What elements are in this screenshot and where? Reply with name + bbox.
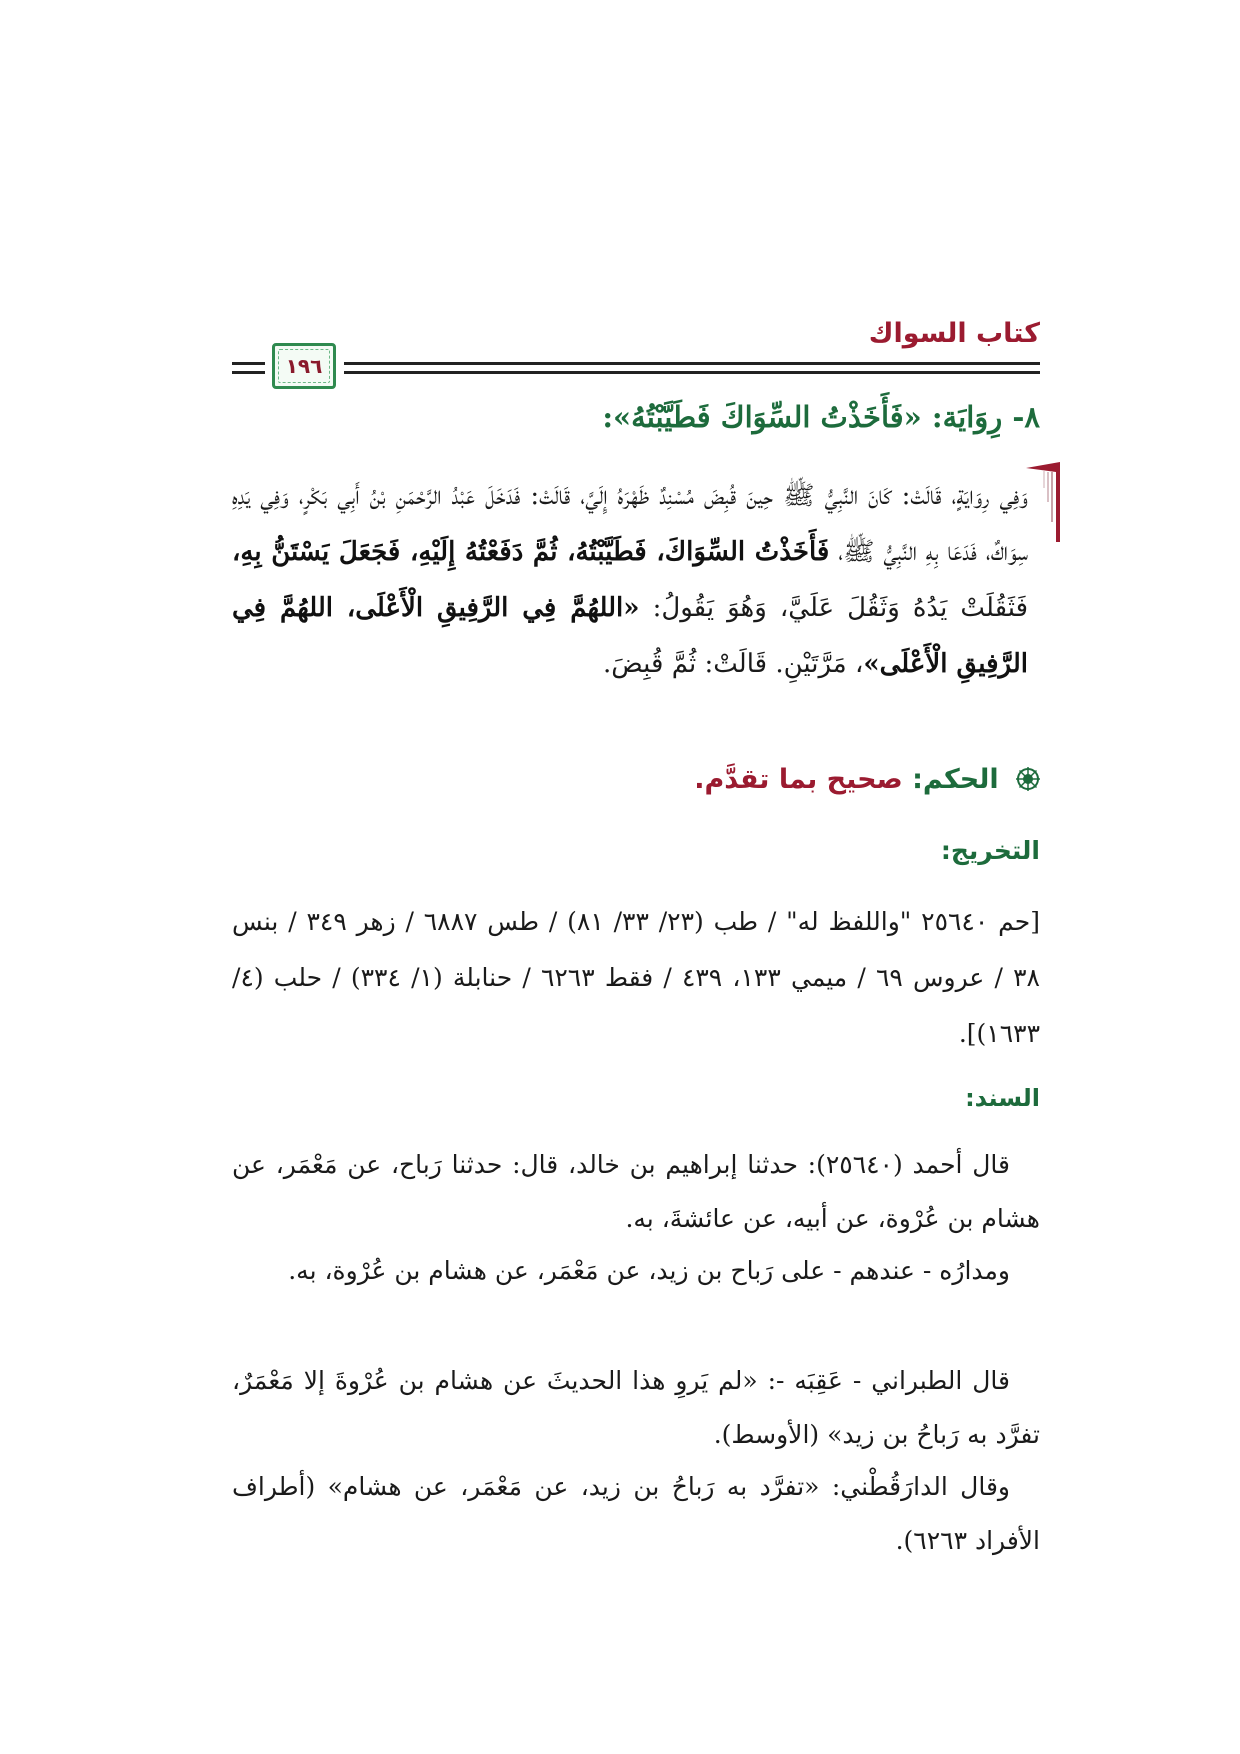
- corner-ornament-icon: [1026, 462, 1060, 542]
- hadith-text: [232, 468, 1028, 692]
- sanad-heading: السند:: [965, 1084, 1040, 1112]
- page-number-badge: [272, 343, 336, 389]
- hadith-text-end: ، مَرَّتَيْنِ. قَالَتْ: ثُمَّ قُبِضَ.: [603, 649, 864, 679]
- page-number: ١٩٦: [285, 354, 323, 378]
- sanad-paragraph: وقال الدارَقُطْني: «تفرَّد به رَباحُ بن زيد، عن مَعْمَر، عن هشام» (أطراف الأفراد ٦٢٦٣).: [232, 1472, 1040, 1555]
- hadith-prophet-quote: «اللهُمَّ فِي الرَّفِيقِ الْأَعْلَى، اللهُمَّ فِي الرَّفِيقِ الْأَعْلَى»: [232, 593, 1028, 679]
- sanad-paragraph: ومدارُه - عندهم - على رَباح بن زيد، عن مَعْمَر، عن هشام بن عُرْوة، به.: [288, 1256, 1010, 1285]
- header-rule: [344, 362, 1040, 365]
- hadith-text-bold: فَأَخَذْتُ السِّوَاكَ، فَطَيَّبْتُهُ، ثُمَّ دَفَعْتُهُ إِلَيْهِ، فَجَعَلَ يَسْتَنُّ بِهِ،: [232, 537, 830, 567]
- header-rule: [344, 371, 1040, 374]
- book-title: كتاب السواك: [868, 318, 1040, 349]
- section-heading: ٨- رِوَايَة: «فَأَخَذْتُ السِّوَاكَ فَطَيَّبْتُهُ»:: [602, 400, 1040, 434]
- sanad-paragraph: قال الطبراني - عَقِبَه -: «لم يَروِ هذا الحديثَ عن هشام بن عُرْوةَ إلا مَعْمَرٌ، تفرَّد به رَباحُ بن زيد» (الأوسط).: [232, 1366, 1040, 1449]
- takhrij-text: [حم ٢٥٦٤٠ "واللفظ له" / طب (٢٣/ ٣٣/ ٨١) / طس ٦٨٨٧ / زهر ٣٤٩ / بنس ٣٨ / عروس ٦٩ / ميمي ١٣٣، ٤٣٩ / فقط ٦٢٦٣ / حنابلة (١/ ٣٣٤) / حلب (٤/ ١٦٣٣)].: [232, 907, 1040, 1048]
- hadith-text-intro: وَفِي رِوَايَةٍ، قَالَتْ: كَانَ النَّبِيُّ ﷺ حِينَ قُبِضَ مُسْنِدٌ ظَهْرَهُ إِلَيَّ، قَالَتْ: فَدَخَلَ عَبْدُ الرَّحْمَنِ بْنُ أَبِي بَكْرٍ، وَفِي يَدِهِ سِوَاكٌ، فَدَعَا بِهِ النَّبِيُّ ﷺ،: [232, 481, 1028, 567]
- ruling-line: [232, 764, 1040, 795]
- sanad-paragraph: قال أحمد (٢٥٦٤٠): حدثنا إبراهيم بن خالد، قال: حدثنا رَباح، عن مَعْمَر، عن هشام بن عُرْوة، عن أبيه، عن عائشةَ، به.: [232, 1150, 1040, 1233]
- takhrij-heading: التخريج:: [940, 836, 1040, 865]
- hadith-block: [232, 468, 1040, 748]
- hadith-text-mid: فَثَقُلَتْ يَدُهُ وَثَقُلَ عَلَيَّ، وَهُوَ يَقُولُ:: [639, 593, 1028, 623]
- header-rule: [232, 362, 265, 365]
- page-header: [232, 318, 1040, 394]
- ruling-label: الحكم:: [912, 764, 999, 795]
- ruling-value: صحيح بما تقدَّم.: [694, 764, 903, 795]
- header-rule: [232, 371, 265, 374]
- rosette-icon: [1016, 764, 1040, 795]
